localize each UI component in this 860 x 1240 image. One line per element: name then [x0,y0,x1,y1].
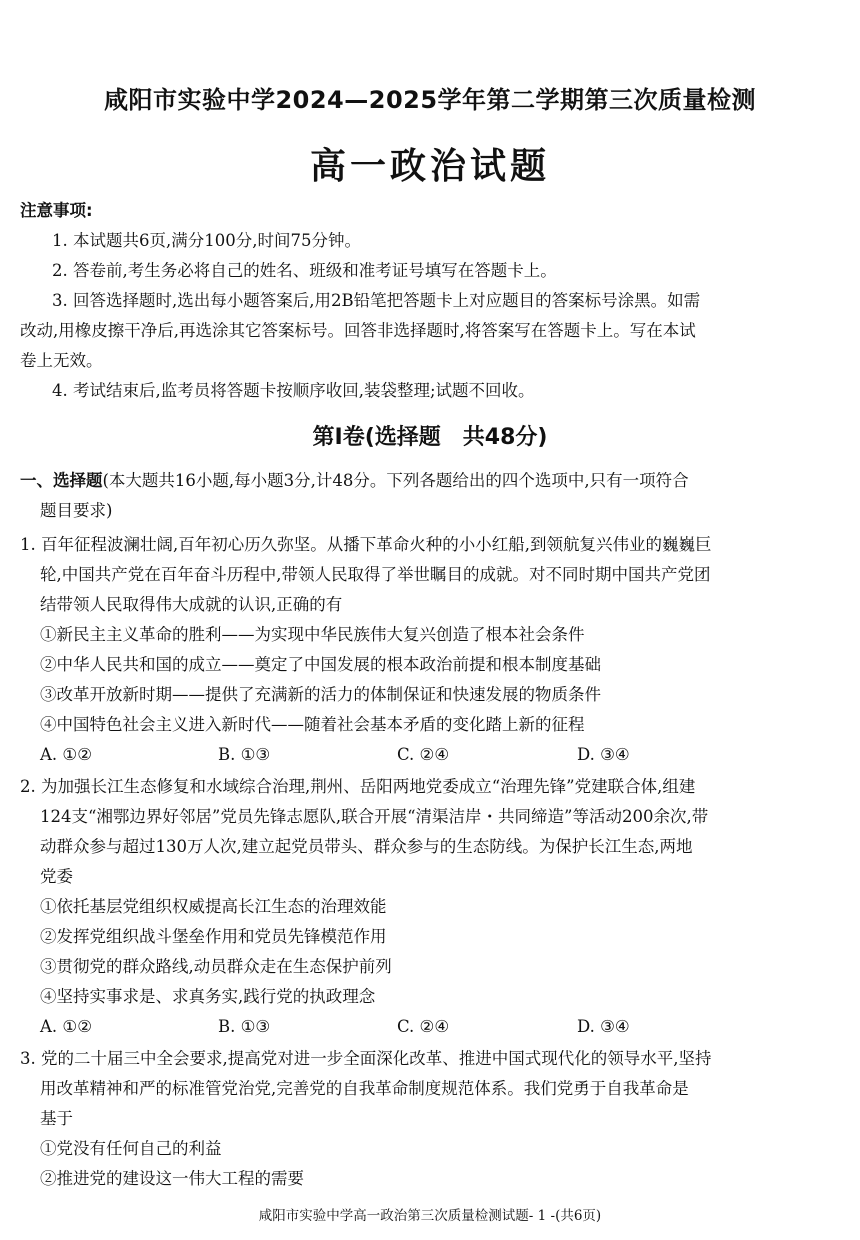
instruction-label: 一、选择题 [20,471,103,490]
question-1-stem: 轮,中国共产党在百年奋斗历程中,带领人民取得了举世瞩目的成就。对不同时期中国共产党团 [40,565,711,584]
option-d: D. ③④ [577,1017,630,1036]
section-instruction [20,466,689,496]
option-b: B. ①③ [218,745,271,764]
option-a: A. ①② [40,1017,92,1036]
page-footer: 咸阳市实验中学高一政治第三次质量检测试题- 1 -(共6页) [258,1208,602,1224]
question-2-stem: 124支“湘鄂边界好邻居”党员先锋志愿队,联合开展“清渠洁岸・共同缔造”等活动200余次,带 [40,807,709,826]
question-2-statement: ②发挥党组织战斗堡垒作用和党员先锋模范作用 [40,927,387,946]
question-3-stem: 基于 [40,1109,73,1128]
question-1-stem: 结带领人民取得伟大成就的认识,正确的有 [40,595,343,614]
question-3-stem: 用改革精神和严的标准管党治党,完善党的自我革命制度规范体系。我们党勇于自我革命是 [40,1079,689,1098]
question-2-options [0,1012,860,1042]
question-2-stem: 2. 为加强长江生态修复和水域综合治理,荆州、岳阳两地党委成立“治理先锋”党建联合体,组建 [20,777,696,796]
question-1-statement: ①新民主主义革命的胜利——为实现中华民族伟大复兴创造了根本社会条件 [40,625,585,644]
notice-item-continued: 改动,用橡皮擦干净后,再选涂其它答案标号。回答非选择题时,将答案写在答题卡上。写在本试 [20,321,696,340]
option-c: C. ②④ [397,1017,450,1036]
question-3-stem: 3. 党的二十届三中全会要求,提高党对进一步全面深化改革、推进中国式现代化的领导水平,坚持 [20,1049,712,1068]
question-1-statement: ②中华人民共和国的成立——奠定了中国发展的根本政治前提和根本制度基础 [40,655,601,674]
section-instruction-continued: 题目要求) [40,501,113,520]
notice-item: 4. 考试结束后,监考员将答题卡按顺序收回,装袋整理;试题不回收。 [52,381,535,400]
question-3-statement: ①党没有任何自己的利益 [40,1139,222,1158]
instruction-text: (本大题共16小题,每小题3分,计48分。下列各题给出的四个选项中,只有一项符合 [102,471,689,490]
question-1-statement: ③改革开放新时期——提供了充满新的活力的体制保证和快速发展的物质条件 [40,685,601,704]
question-3-statement: ②推进党的建设这一伟大工程的需要 [40,1169,304,1188]
question-2-stem: 动群众参与超过130万人次,建立起党员带头、群众参与的生态防线。为保护长江生态,两地 [40,837,693,856]
option-b: B. ①③ [218,1017,271,1036]
school-title: 咸阳市实验中学2024—2025学年第二学期第三次质量检测 [103,86,757,114]
question-1-statement: ④中国特色社会主义进入新时代——随着社会基本矛盾的变化踏上新的征程 [40,715,585,734]
question-1-options [0,740,860,770]
notice-item: 2. 答卷前,考生务必将自己的姓名、班级和准考证号填写在答题卡上。 [52,261,557,280]
option-c: C. ②④ [397,745,450,764]
notice-item: 1. 本试题共6页,满分100分,时间75分钟。 [52,231,361,250]
notice-item: 3. 回答选择题时,选出每小题答案后,用2B铅笔把答题卡上对应题目的答案标号涂黑。如需 [52,291,701,310]
notice-item-continued: 卷上无效。 [20,351,103,370]
question-2-stem: 党委 [40,867,73,886]
exam-title: 高一政治试题 [309,146,550,187]
option-a: A. ①② [40,745,92,764]
question-2-statement: ④坚持实事求是、求真务实,践行党的执政理念 [40,987,376,1006]
option-d: D. ③④ [577,745,630,764]
question-2-statement: ①依托基层党组织权威提高长江生态的治理效能 [40,897,387,916]
question-2-statement: ③贯彻党的群众路线,动员群众走在生态保护前列 [40,957,392,976]
question-1-stem: 1. 百年征程波澜壮阔,百年初心历久弥坚。从播下革命火种的小小红船,到领航复兴伟业的巍巍巨 [20,535,712,554]
section-title: 第Ⅰ卷(选择题 共48分) [312,425,548,450]
notice-heading: 注意事项: [20,201,93,220]
